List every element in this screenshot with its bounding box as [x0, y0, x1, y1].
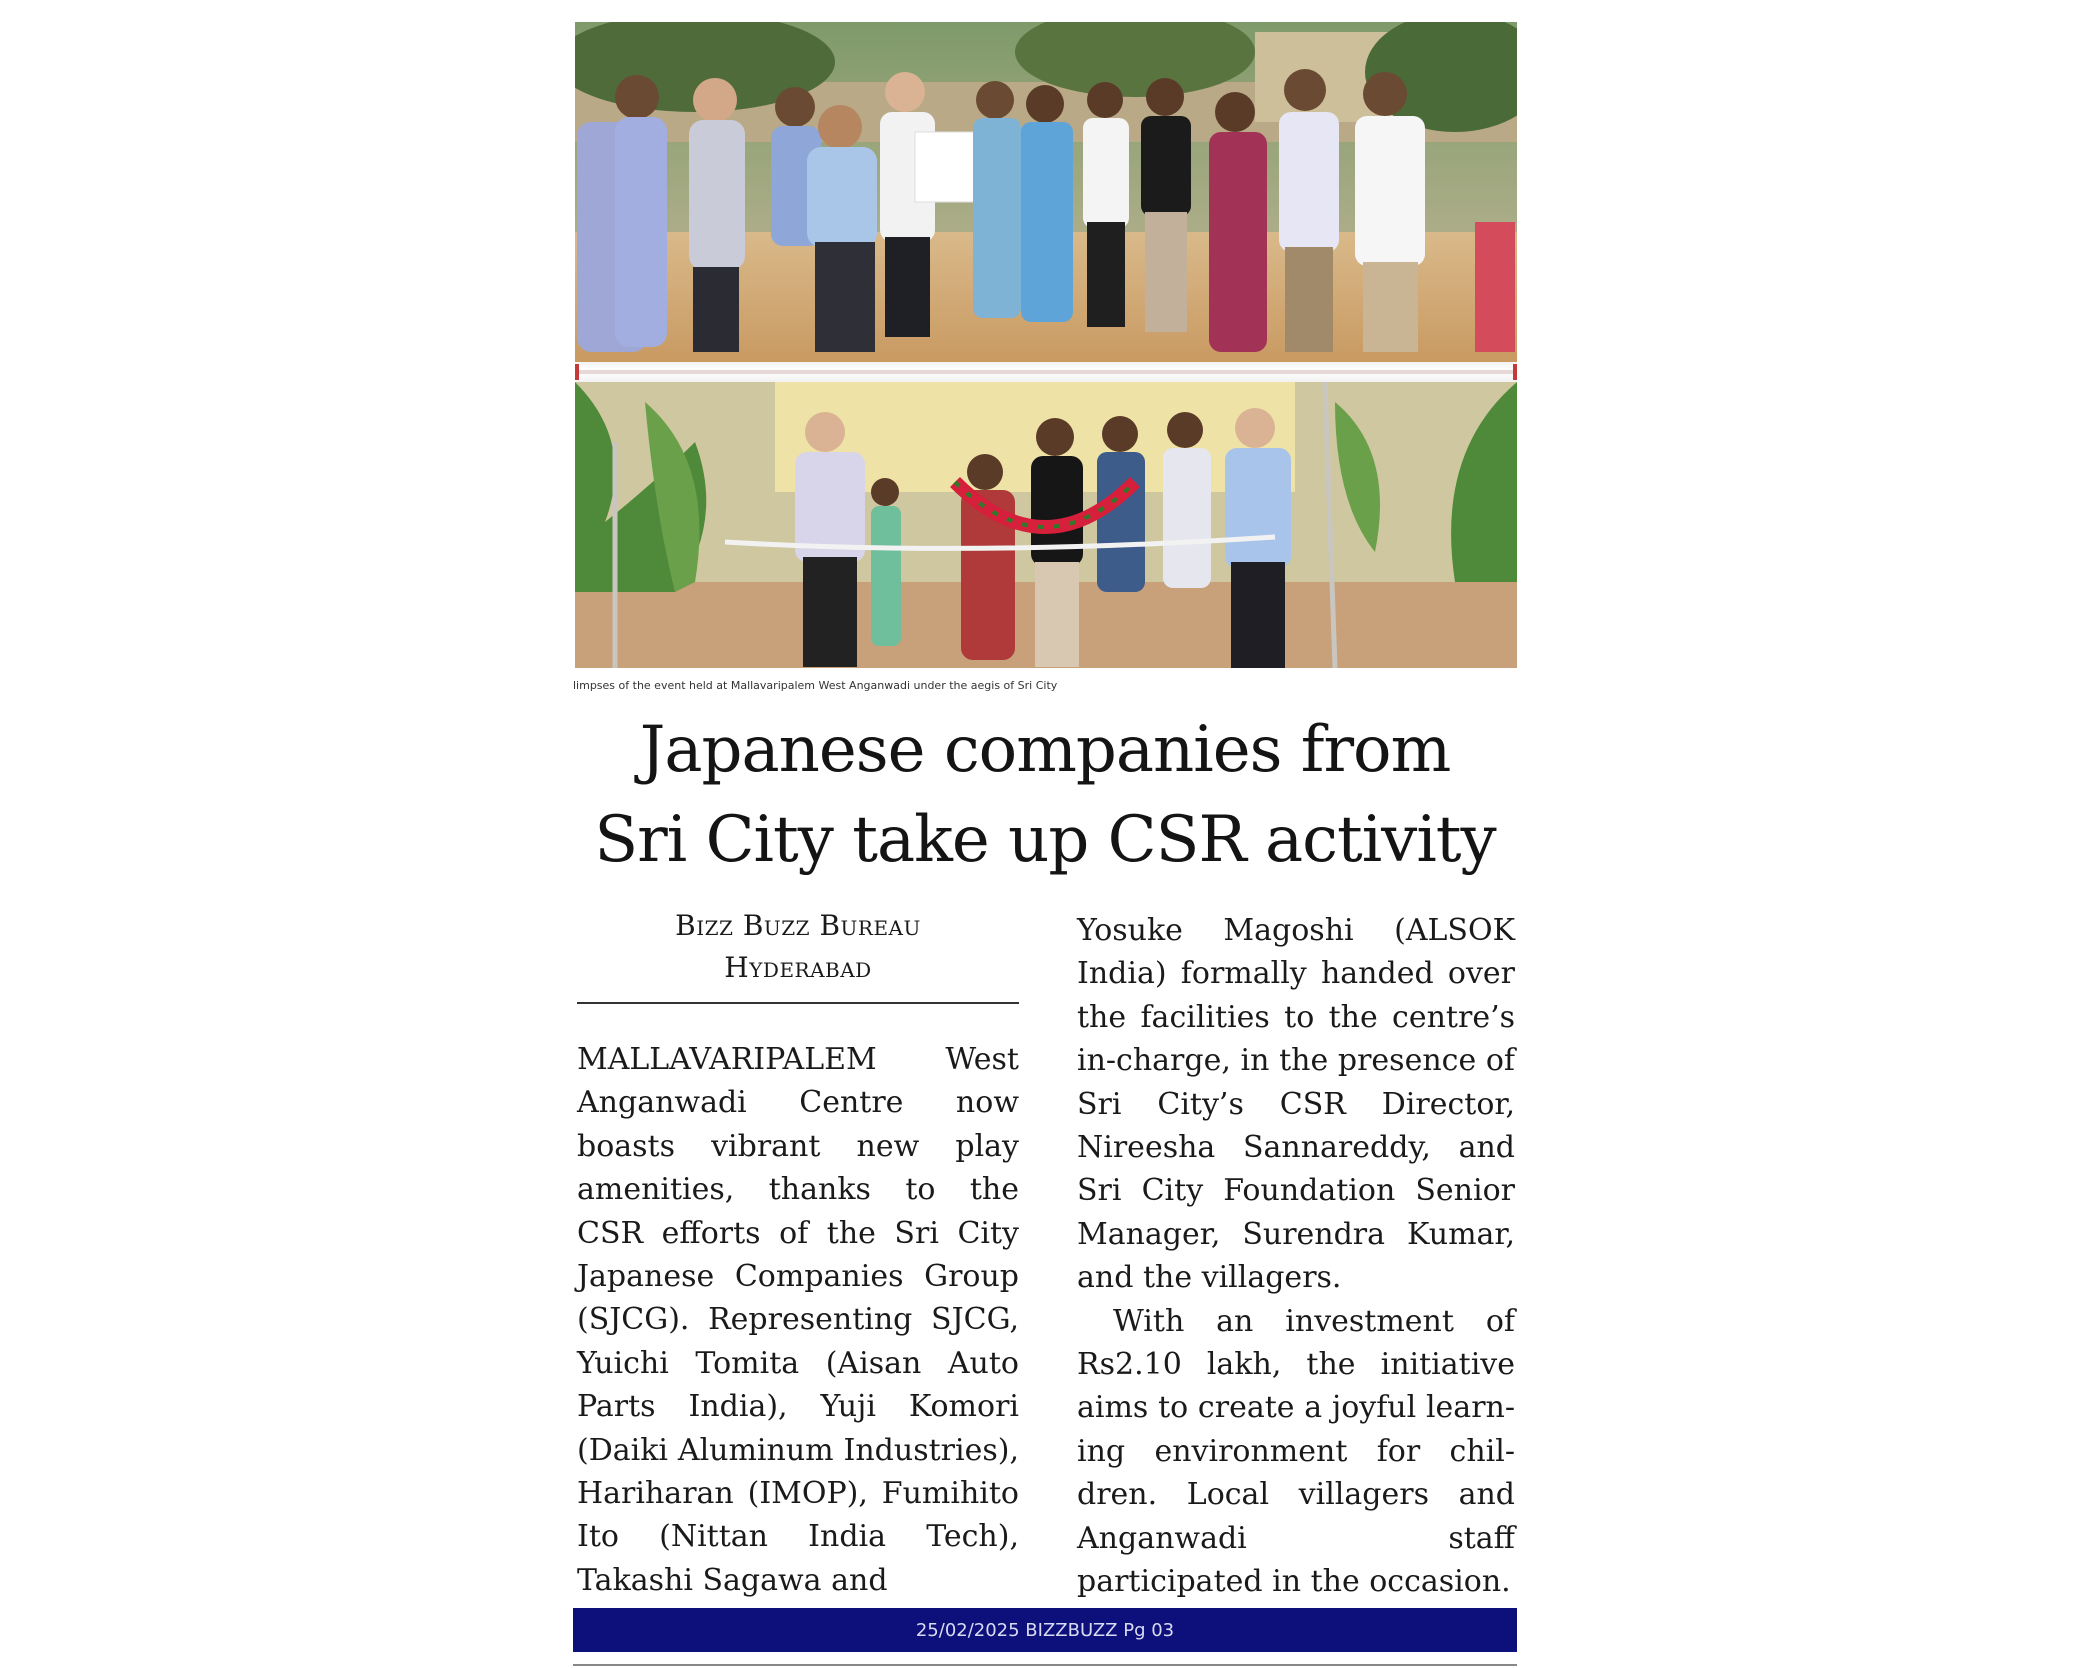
article-column-1: [577, 1038, 1019, 1602]
headline-line-1: Japanese companies from: [639, 713, 1451, 787]
byline-city: Hyderabad: [724, 951, 872, 984]
headline: [573, 705, 1517, 885]
newspaper-clipping: [573, 0, 1517, 1668]
bottom-event-photo: [575, 382, 1517, 668]
byline: [577, 905, 1019, 989]
byline-bureau: Bizz Buzz Bureau: [675, 909, 921, 942]
article-paragraph-2: Yosuke Magoshi (ALSOK India) formally handed over the facilities to the centre’s in-charge, in the presence of Sri City’s CSR Director, Nireesha Sannareddy, and Sri City Foundation Senior Manager, Surendra Kumar, and the villagers.: [1077, 913, 1515, 1296]
bottom-rule: [573, 1664, 1517, 1666]
group-photo-illustration: [575, 22, 1517, 362]
byline-rule: [577, 1002, 1019, 1004]
ribbon-cutting-illustration: [575, 382, 1517, 668]
top-event-photo: [575, 22, 1517, 362]
article-column-2: [1077, 909, 1515, 1604]
page-footer: 25/02/2025 BIZZBUZZ Pg 03: [573, 1608, 1517, 1652]
photo-caption: limpses of the event held at Mallavaripalem West Anganwadi under the aegis of Sri City: [573, 679, 1058, 692]
article-paragraph-1: MALLAVARIPALEM West Anganwadi Centre now boasts vibrant new play amenities, thanks to the CSR efforts of the Sri City Japanese Companies Group (SJCG). Representing SJCG, Yuichi Tomita (Aisan Auto Parts India), Yuji Komori (Daiki Aluminum Industries), Hariharan (IMOP), Fumihito Ito (Nittan India Tech), Takashi Sagawa and: [577, 1042, 1019, 1598]
photo-divider: [575, 362, 1517, 382]
headline-line-2: Sri City take up CSR activity: [594, 803, 1496, 877]
article-paragraph-3: With an investment of Rs2.10 lakh, the initiative aims to create a joyful learning environment for children. Local villagers and Anganwadi staff participated in the occasion.: [1077, 1303, 1515, 1600]
